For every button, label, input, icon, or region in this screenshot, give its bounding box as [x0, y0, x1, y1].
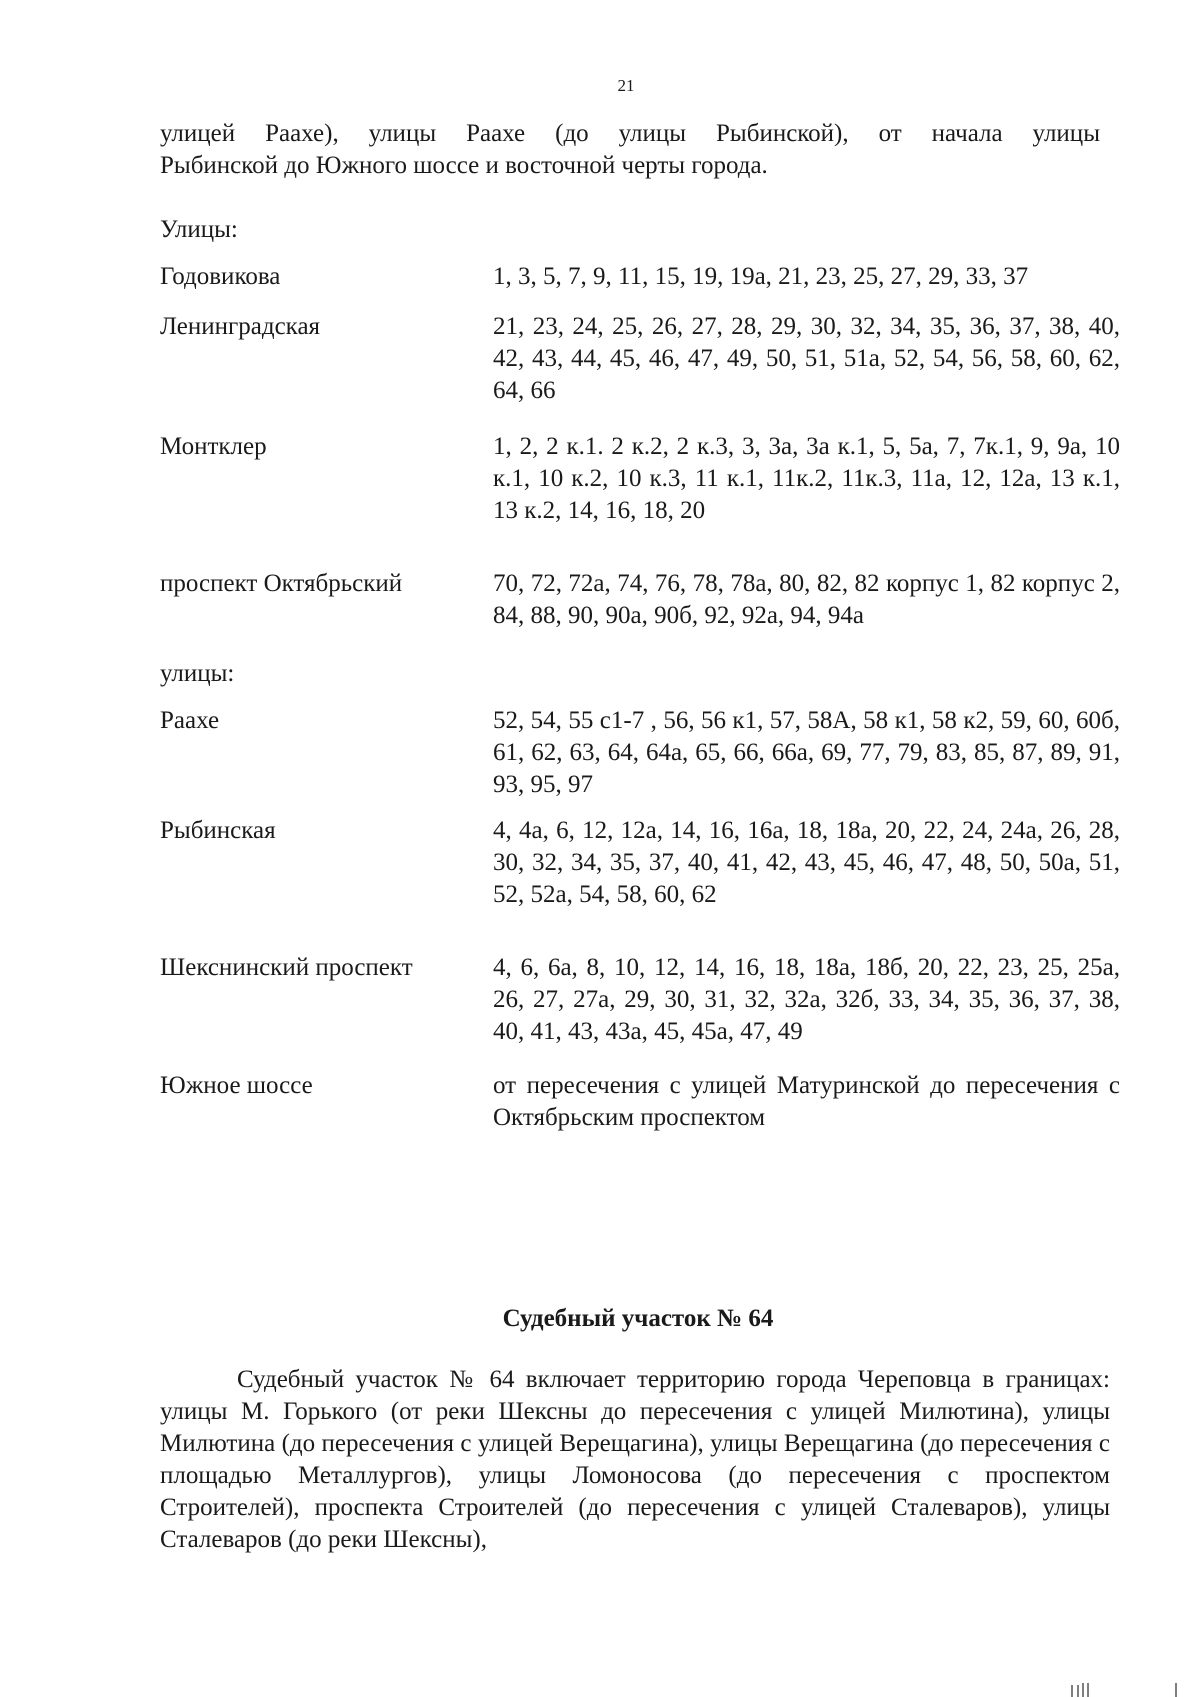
street-name: Годовикова: [160, 263, 281, 290]
house-numbers: 21, 23, 24, 25, 26, 27, 28, 29, 30, 32, 34, 35, 36, 37, 38, 40, 42, 43, 44, 45, 46, 47, 49, 50, 51, 51а, 52, 54, 56, 58, 60, 62, 64, 66: [493, 313, 1120, 404]
house-numbers: 52, 54, 55 с1-7 , 56, 56 к1, 57, 58А, 58 к1, 58 к2, 59, 60, 60б, 61, 62, 63, 64, 64а, 65, 66, 66а, 69, 77, 79, 83, 85, 87, 89, 91, 93, 95, 97: [493, 707, 1120, 798]
street-name: Раахе: [160, 707, 220, 734]
street-name: Ленинградская: [160, 313, 321, 340]
streets-label: Улицы:: [160, 216, 238, 243]
street-name: проспект Октябрьский: [160, 570, 403, 597]
street-name: Южное шоссе: [160, 1072, 313, 1099]
intro-paragraph: [160, 118, 1100, 182]
street-name: Шекснинский проспект: [160, 954, 413, 981]
body-paragraph: Судебный участок № 64 включает территорию города Череповца в границах: улицы М. Горького (от реки Шексны до пересечения с улицей Милютина), улицы Милютина (до пересечения с улицей Верещагина), улицы Верещагина (до пересечения с площадью Металлургов), улицы Ломоносова (до пересечения с проспектом Строителей), проспекта Строителей (до пересечения с улицей Сталеваров), улицы Сталеваров (до реки Шексны),: [160, 1366, 1110, 1553]
page-number: 21: [617, 76, 635, 95]
intro-line-2: Рыбинской до Южного шоссе и восточной черты города.: [160, 152, 768, 179]
scan-artifact: [1070, 1683, 1180, 1697]
house-numbers: 4, 4а, 6, 12, 12а, 14, 16, 16а, 18, 18а, 20, 22, 24, 24а, 26, 28, 30, 32, 34, 35, 37, 40, 41, 42, 43, 45, 46, 47, 48, 50, 50а, 51, 52, 52а, 54, 58, 60, 62: [493, 817, 1120, 908]
house-numbers: 4, 6, 6а, 8, 10, 12, 14, 16, 18, 18а, 18б, 20, 22, 23, 25, 25а, 26, 27, 27а, 29, 30, 31, 32, 32а, 32б, 33, 34, 35, 36, 37, 38, 40, 41, 43, 43а, 45, 45а, 47, 49: [493, 954, 1120, 1045]
house-numbers: 1, 3, 5, 7, 9, 11, 15, 19, 19а, 21, 23, 25, 27, 29, 33, 37: [493, 263, 1029, 290]
house-numbers: 1, 2, 2 к.1. 2 к.2, 2 к.3, 3, 3а, 3а к.1, 5, 5а, 7, 7к.1, 9, 9а, 10 к.1, 10 к.2, 10 к.3, 11 к.1, 11к.2, 11к.3, 11а, 12, 12а, 13 к.1, 13 к.2, 14, 16, 18, 20: [493, 433, 1120, 524]
house-numbers: 70, 72, 72а, 74, 76, 78, 78а, 80, 82, 82 корпус 1, 82 корпус 2, 84, 88, 90, 90а, 90б, 92, 92а, 94, 94а: [493, 570, 1120, 629]
street-name: Монтклер: [160, 433, 267, 460]
streets-label-lower: улицы:: [160, 660, 235, 687]
house-numbers: от пересечения с улицей Матуринской до пересечения с Октябрьским проспектом: [493, 1072, 1120, 1131]
section-heading: Судебный участок № 64: [502, 1305, 774, 1332]
street-name: Рыбинская: [160, 817, 276, 844]
intro-line-1: улицей Раахе), улицы Раахе (до улицы Рыбинской), от начала улицы: [160, 120, 1100, 147]
